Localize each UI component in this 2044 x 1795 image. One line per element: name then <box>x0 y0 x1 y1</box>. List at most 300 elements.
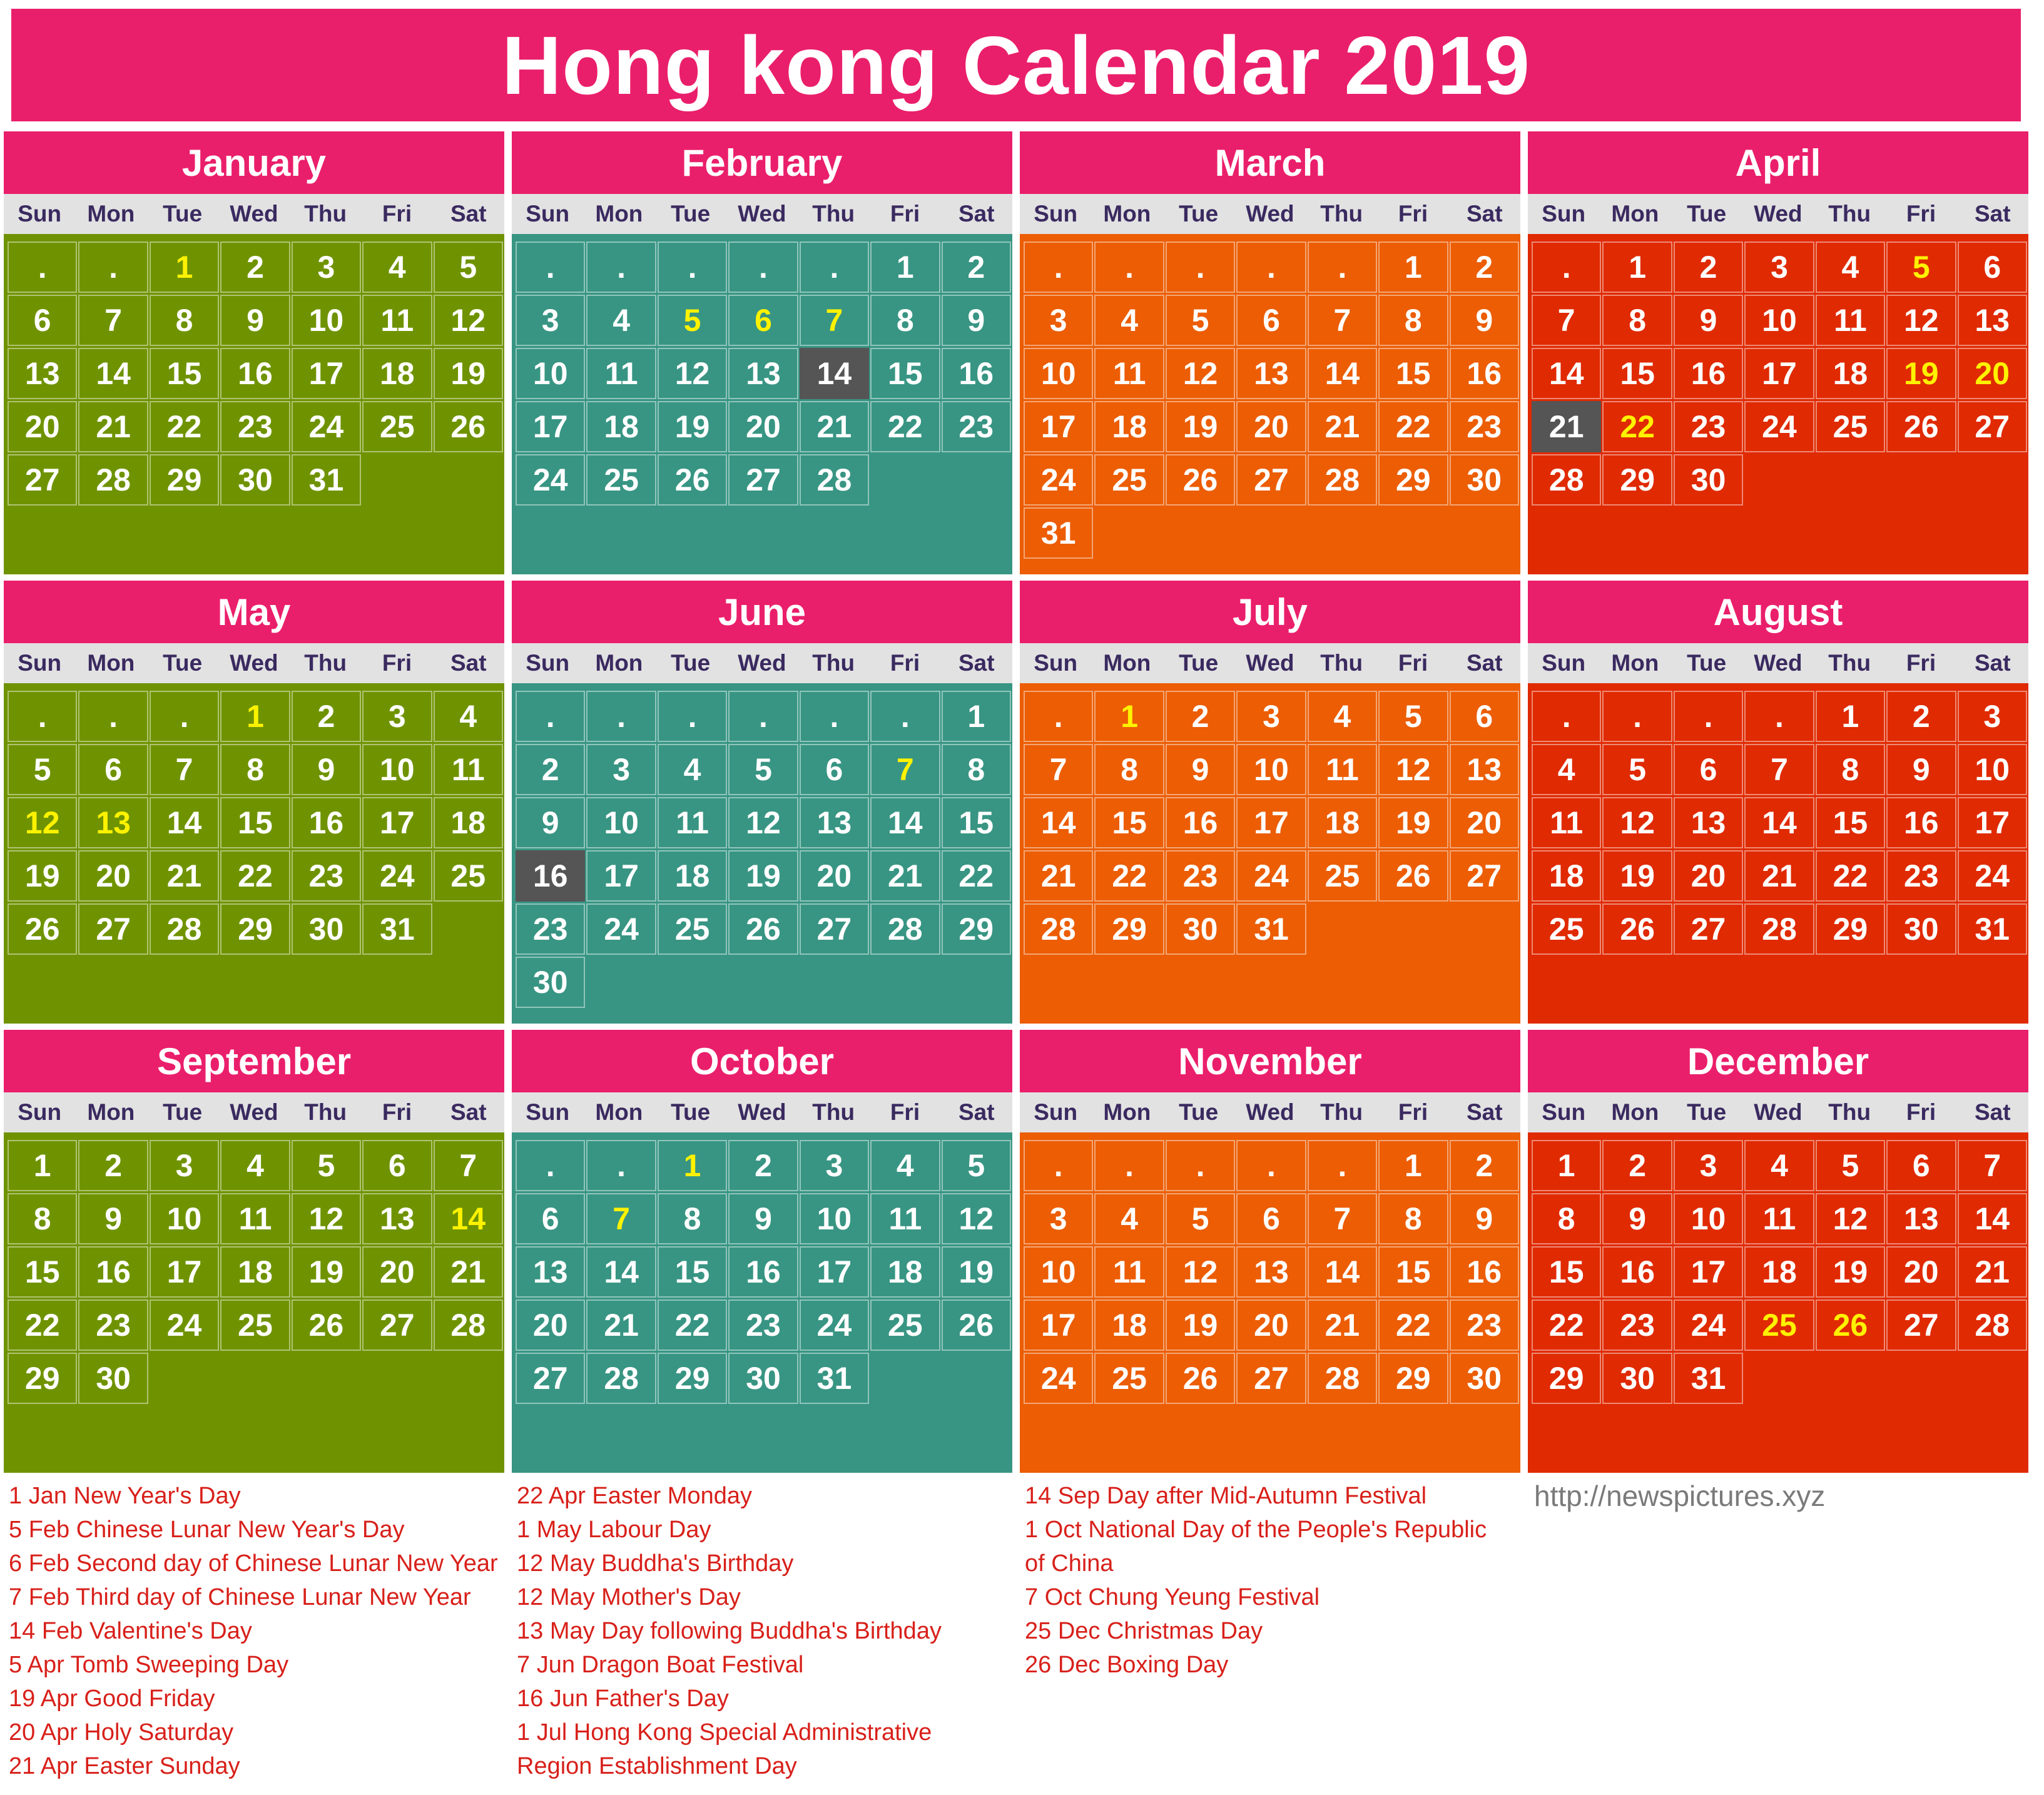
day-cell: 1 <box>1532 1140 1601 1191</box>
day-cell: 24 <box>1674 1299 1743 1351</box>
month-april <box>1528 131 2028 574</box>
day-cell: 26 <box>1816 1299 1885 1351</box>
weekday-label: Wed <box>1754 1099 1802 1125</box>
weekday-label: Sat <box>450 1099 487 1125</box>
day-cell: 12 <box>728 797 798 848</box>
empty-cell <box>434 903 503 955</box>
empty-cell <box>942 454 1011 506</box>
empty-cell <box>1450 903 1519 955</box>
weekday-label: Wed <box>1754 650 1802 676</box>
day-cell: 25 <box>1308 850 1377 902</box>
day-cell: 19 <box>658 401 727 452</box>
day-cell: 20 <box>8 401 77 452</box>
holiday-entry: 21 Apr Easter Sunday <box>9 1753 240 1779</box>
day-grid <box>512 683 1012 1024</box>
holiday-entry: 7 Feb Third day of Chinese Lunar New Year <box>9 1584 471 1610</box>
day-grid <box>512 234 1012 574</box>
weekday-label: Sat <box>1466 201 1503 226</box>
placeholder-day-cell: . <box>658 691 727 742</box>
day-cell: 22 <box>220 850 290 902</box>
day-cell: 23 <box>942 401 1011 452</box>
week-row <box>516 797 1012 850</box>
day-cell: 15 <box>1094 797 1164 848</box>
day-cell: 30 <box>292 903 361 955</box>
holiday-entry: 1 Jul Hong Kong Special Administrative Region Establishment Day <box>517 1719 932 1779</box>
weekday-label: Sat <box>1974 1099 2011 1125</box>
weekday-label: Tue <box>163 650 203 676</box>
empty-cell <box>942 1353 1011 1404</box>
weekday-label: Fri <box>382 650 412 676</box>
weekday-header-row <box>1020 643 1520 683</box>
month-name: July <box>1020 581 1520 643</box>
day-cell: 15 <box>1532 1246 1601 1298</box>
day-cell: 27 <box>362 1299 432 1351</box>
week-row <box>8 1193 504 1246</box>
day-cell: 29 <box>1816 903 1885 955</box>
day-cell: 11 <box>1532 797 1601 848</box>
day-cell: 14 <box>870 797 940 848</box>
day-cell: 20 <box>516 1299 585 1351</box>
week-row <box>516 850 1012 903</box>
day-cell: 3 <box>1024 1193 1093 1244</box>
day-grid <box>1528 683 2028 1024</box>
weekday-label: Fri <box>1398 201 1428 226</box>
day-cell: 16 <box>1602 1246 1672 1298</box>
weekday-label: Fri <box>1906 650 1936 676</box>
day-cell: 6 <box>516 1193 585 1244</box>
empty-cell <box>1816 454 1885 506</box>
day-cell: 2 <box>1674 242 1743 293</box>
day-cell: 12 <box>1886 295 1956 346</box>
day-cell: 8 <box>220 744 290 795</box>
placeholder-day-cell: . <box>586 242 656 293</box>
day-cell: 11 <box>1094 348 1164 399</box>
empty-cell <box>1236 507 1306 559</box>
day-cell: 16 <box>292 797 361 848</box>
week-row <box>1024 1193 1520 1246</box>
month-name: February <box>512 131 1012 194</box>
weekday-label: Sun <box>526 201 570 226</box>
day-cell: 17 <box>1958 797 2027 848</box>
weekday-label: Sat <box>1466 650 1503 676</box>
week-row <box>1024 401 1520 454</box>
day-cell: 26 <box>1886 401 1956 452</box>
placeholder-day-cell: . <box>1674 691 1743 742</box>
day-cell: 26 <box>942 1299 1011 1351</box>
day-cell: 13 <box>516 1246 585 1298</box>
weekday-label: Tue <box>1179 1099 1219 1125</box>
day-cell: 15 <box>150 348 219 399</box>
day-cell: 27 <box>1236 1353 1306 1404</box>
day-cell: 3 <box>362 691 432 742</box>
day-cell: 18 <box>1744 1246 1814 1298</box>
empty-cell <box>1308 507 1377 559</box>
day-cell: 29 <box>1094 903 1164 955</box>
weekday-label: Fri <box>1398 650 1428 676</box>
weekday-label: Sun <box>526 650 570 676</box>
month-may <box>4 581 504 1024</box>
day-cell: 25 <box>658 903 727 955</box>
holiday-entry: 5 Feb Chinese Lunar New Year's Day <box>9 1517 405 1543</box>
holiday-entry: 26 Dec Boxing Day <box>1025 1652 1229 1678</box>
day-cell: 27 <box>1886 1299 1956 1351</box>
weekday-label: Tue <box>163 201 203 226</box>
placeholder-day-cell: . <box>1236 1140 1306 1191</box>
holiday-column <box>9 1479 509 1783</box>
day-cell: 20 <box>800 850 869 902</box>
day-cell: 29 <box>658 1353 727 1404</box>
day-cell: 13 <box>78 797 148 848</box>
day-cell: 19 <box>1166 401 1235 452</box>
day-cell: 17 <box>1236 797 1306 848</box>
weekday-label: Sun <box>1542 650 1586 676</box>
day-cell: 22 <box>1378 401 1448 452</box>
website-url: http://newspictures.xyz <box>1534 1480 1826 1512</box>
day-cell: 2 <box>1886 691 1956 742</box>
day-cell: 9 <box>728 1193 798 1244</box>
day-cell: 21 <box>1958 1246 2027 1298</box>
day-cell: 9 <box>1602 1193 1672 1244</box>
weekday-label: Sun <box>1034 1099 1078 1125</box>
day-cell: 12 <box>1166 348 1235 399</box>
day-cell: 25 <box>1094 454 1164 506</box>
weekday-label: Fri <box>890 201 920 226</box>
empty-cell <box>362 454 432 506</box>
weekday-label: Thu <box>304 1099 347 1125</box>
week-row <box>1532 691 2028 744</box>
day-cell: 3 <box>150 1140 219 1191</box>
week-row <box>8 797 504 850</box>
holiday-entry: 14 Sep Day after Mid-Autumn Festival <box>1025 1483 1427 1509</box>
day-cell: 8 <box>658 1193 727 1244</box>
day-cell: 9 <box>1450 295 1519 346</box>
day-cell: 6 <box>1674 744 1743 795</box>
day-cell: 30 <box>728 1353 798 1404</box>
placeholder-day-cell: . <box>586 691 656 742</box>
day-cell: 14 <box>434 1193 503 1244</box>
weekday-label: Tue <box>1687 1099 1727 1125</box>
day-cell: 3 <box>1744 242 1814 293</box>
day-cell: 16 <box>942 348 1011 399</box>
day-cell: 7 <box>1958 1140 2027 1191</box>
day-cell: 24 <box>1024 454 1093 506</box>
day-cell: 9 <box>220 295 290 346</box>
weekday-label: Mon <box>595 650 643 676</box>
day-cell: 6 <box>1886 1140 1956 1191</box>
week-row <box>1024 797 1520 850</box>
day-cell: 30 <box>220 454 290 506</box>
day-cell: 23 <box>292 850 361 902</box>
empty-cell <box>942 957 1011 1008</box>
day-cell: 11 <box>1308 744 1377 795</box>
day-cell: 15 <box>1378 348 1448 399</box>
day-cell: 22 <box>1378 1299 1448 1351</box>
day-cell: 26 <box>1378 850 1448 902</box>
month-name: December <box>1528 1030 2028 1092</box>
week-row <box>1024 1246 1520 1299</box>
day-cell: 22 <box>1532 1299 1601 1351</box>
day-cell: 19 <box>434 348 503 399</box>
placeholder-day-cell: . <box>78 691 148 742</box>
month-name: November <box>1020 1030 1520 1092</box>
placeholder-day-cell: . <box>870 691 940 742</box>
day-cell: 4 <box>658 744 727 795</box>
day-cell: 19 <box>1378 797 1448 848</box>
day-cell: 28 <box>1744 903 1814 955</box>
week-row <box>1024 744 1520 797</box>
weekday-label: Wed <box>1754 201 1802 226</box>
weekday-label: Fri <box>382 201 412 226</box>
day-cell: 8 <box>1602 295 1672 346</box>
day-cell: 27 <box>8 454 77 506</box>
day-cell: 4 <box>1308 691 1377 742</box>
day-cell: 28 <box>1024 903 1093 955</box>
month-december <box>1528 1030 2028 1473</box>
placeholder-day-cell: . <box>800 691 869 742</box>
day-cell: 18 <box>434 797 503 848</box>
day-cell: 20 <box>728 401 798 452</box>
day-cell: 16 <box>1450 348 1519 399</box>
day-cell: 26 <box>1166 454 1235 506</box>
weekday-label: Tue <box>671 1099 711 1125</box>
day-cell: 2 <box>292 691 361 742</box>
day-cell: 6 <box>8 295 77 346</box>
day-cell: 25 <box>1816 401 1885 452</box>
day-cell: 25 <box>220 1299 290 1351</box>
weekday-label: Wed <box>230 201 278 226</box>
day-cell: 12 <box>434 295 503 346</box>
week-row <box>516 242 1012 295</box>
weekday-label: Sun <box>1034 201 1078 226</box>
week-row <box>1024 1140 1520 1193</box>
day-cell: 9 <box>1674 295 1743 346</box>
day-cell: 8 <box>1378 295 1448 346</box>
day-cell: 19 <box>1886 348 1956 399</box>
day-cell: 4 <box>1744 1140 1814 1191</box>
week-row <box>516 295 1012 348</box>
holiday-column <box>517 1479 1017 1783</box>
weekday-label: Wed <box>230 1099 278 1125</box>
day-cell: 6 <box>362 1140 432 1191</box>
day-cell: 8 <box>942 744 1011 795</box>
weekday-label: Wed <box>1246 201 1294 226</box>
day-cell: 30 <box>78 1353 148 1404</box>
month-name: May <box>4 581 504 643</box>
day-cell: 21 <box>78 401 148 452</box>
day-cell: 10 <box>1024 1246 1093 1298</box>
weekday-label: Wed <box>738 201 786 226</box>
day-cell: 8 <box>1816 744 1885 795</box>
day-grid <box>4 1132 504 1473</box>
day-cell: 7 <box>150 744 219 795</box>
day-cell: 17 <box>1744 348 1814 399</box>
week-row <box>1532 903 2028 957</box>
day-cell: 9 <box>942 295 1011 346</box>
day-cell: 14 <box>586 1246 656 1298</box>
day-cell: 25 <box>434 850 503 902</box>
week-row <box>1024 850 1520 903</box>
weekday-label: Thu <box>812 650 855 676</box>
day-cell: 27 <box>516 1353 585 1404</box>
day-cell: 16 <box>78 1246 148 1298</box>
day-cell: 9 <box>1450 1193 1519 1244</box>
weekday-label: Mon <box>595 201 643 226</box>
week-row <box>1024 507 1520 561</box>
day-cell: 27 <box>1450 850 1519 902</box>
weekday-label: Mon <box>87 201 135 226</box>
day-cell: 19 <box>1816 1246 1885 1298</box>
month-january <box>4 131 504 574</box>
empty-cell <box>1886 1353 1956 1404</box>
day-cell: 17 <box>1024 1299 1093 1351</box>
week-row <box>1532 850 2028 903</box>
day-cell: 1 <box>1094 691 1164 742</box>
weekday-label: Thu <box>304 650 347 676</box>
day-cell: 26 <box>728 903 798 955</box>
day-cell: 18 <box>1532 850 1601 902</box>
day-cell: 1 <box>150 242 219 293</box>
day-cell: 18 <box>1094 401 1164 452</box>
day-cell: 6 <box>78 744 148 795</box>
day-cell: 15 <box>220 797 290 848</box>
weekday-label: Tue <box>1687 650 1727 676</box>
day-cell: 18 <box>586 401 656 452</box>
placeholder-day-cell: . <box>1308 1140 1377 1191</box>
weekday-label: Mon <box>1103 650 1151 676</box>
day-cell: 13 <box>1886 1193 1956 1244</box>
empty-cell <box>1378 507 1448 559</box>
day-cell: 13 <box>1450 744 1519 795</box>
weekday-label: Tue <box>1179 201 1219 226</box>
day-cell: 2 <box>1602 1140 1672 1191</box>
day-cell: 18 <box>362 348 432 399</box>
empty-cell <box>1378 903 1448 955</box>
placeholder-day-cell: . <box>516 242 585 293</box>
placeholder-day-cell: . <box>516 691 585 742</box>
week-row <box>8 401 504 454</box>
day-cell: 22 <box>8 1299 77 1351</box>
day-cell: 21 <box>800 401 869 452</box>
day-cell: 24 <box>800 1299 869 1351</box>
day-cell: 7 <box>1532 295 1601 346</box>
day-cell: 14 <box>1308 1246 1377 1298</box>
day-cell: 6 <box>800 744 869 795</box>
weekday-header-row <box>512 194 1012 234</box>
day-cell: 15 <box>1816 797 1885 848</box>
day-cell: 5 <box>942 1140 1011 1191</box>
holiday-entry: 20 Apr Holy Saturday <box>9 1719 234 1746</box>
weekday-label: Mon <box>87 650 135 676</box>
day-cell: 6 <box>1450 691 1519 742</box>
day-cell: 7 <box>1308 1193 1377 1244</box>
day-cell: 2 <box>1450 242 1519 293</box>
day-cell: 21 <box>1532 401 1601 452</box>
day-cell: 26 <box>434 401 503 452</box>
month-august <box>1528 581 2028 1024</box>
day-cell: 7 <box>434 1140 503 1191</box>
holiday-entry: 12 May Buddha's Birthday <box>517 1550 794 1577</box>
day-cell: 23 <box>220 401 290 452</box>
day-cell: 7 <box>1744 744 1814 795</box>
day-cell: 10 <box>1674 1193 1743 1244</box>
placeholder-day-cell: . <box>658 242 727 293</box>
day-cell: 10 <box>292 295 361 346</box>
week-row <box>1024 242 1520 295</box>
day-cell: 13 <box>1958 295 2027 346</box>
day-cell: 12 <box>1602 797 1672 848</box>
day-cell: 5 <box>1816 1140 1885 1191</box>
month-name: January <box>4 131 504 194</box>
day-cell: 17 <box>362 797 432 848</box>
empty-cell <box>434 1353 503 1404</box>
day-cell: 1 <box>942 691 1011 742</box>
day-cell: 5 <box>1378 691 1448 742</box>
weekday-label: Sat <box>1974 201 2011 226</box>
day-cell: 23 <box>1450 401 1519 452</box>
day-cell: 4 <box>362 242 432 293</box>
day-cell: 21 <box>150 850 219 902</box>
weekday-header-row <box>4 194 504 234</box>
month-november <box>1020 1030 1520 1473</box>
placeholder-day-cell: . <box>800 242 869 293</box>
placeholder-day-cell: . <box>1602 691 1672 742</box>
holiday-column <box>1025 1479 1525 1682</box>
day-cell: 7 <box>1024 744 1093 795</box>
day-cell: 6 <box>728 295 798 346</box>
day-cell: 31 <box>1958 903 2027 955</box>
day-cell: 21 <box>1308 401 1377 452</box>
week-row <box>8 1299 504 1353</box>
placeholder-day-cell: . <box>1094 1140 1164 1191</box>
day-cell: 25 <box>1094 1353 1164 1404</box>
day-cell: 28 <box>434 1299 503 1351</box>
month-name: April <box>1528 131 2028 194</box>
week-row <box>1532 242 2028 295</box>
weekday-label: Sun <box>18 201 62 226</box>
empty-cell <box>728 957 798 1008</box>
weekday-label: Tue <box>671 650 711 676</box>
day-cell: 18 <box>220 1246 290 1298</box>
day-cell: 20 <box>1958 348 2027 399</box>
day-cell: 2 <box>728 1140 798 1191</box>
day-cell: 1 <box>8 1140 77 1191</box>
day-cell: 15 <box>658 1246 727 1298</box>
week-row <box>8 295 504 348</box>
weekday-label: Wed <box>1246 1099 1294 1125</box>
day-cell: 30 <box>1886 903 1956 955</box>
day-cell: 19 <box>292 1246 361 1298</box>
weekday-label: Wed <box>738 650 786 676</box>
week-row <box>8 1353 504 1406</box>
placeholder-day-cell: . <box>1744 691 1814 742</box>
placeholder-day-cell: . <box>1236 242 1306 293</box>
week-row <box>8 691 504 744</box>
day-cell: 1 <box>220 691 290 742</box>
empty-cell <box>800 957 869 1008</box>
day-cell: 24 <box>150 1299 219 1351</box>
day-cell: 7 <box>78 295 148 346</box>
day-cell: 27 <box>1958 401 2027 452</box>
week-row <box>1532 454 2028 507</box>
month-name: September <box>4 1030 504 1092</box>
holiday-entry: 7 Oct Chung Yeung Festival <box>1025 1584 1320 1610</box>
day-cell: 26 <box>1166 1353 1235 1404</box>
weekday-header-row <box>1528 194 2028 234</box>
day-cell: 20 <box>1886 1246 1956 1298</box>
empty-cell <box>870 454 940 506</box>
day-cell: 20 <box>1674 850 1743 902</box>
day-cell: 4 <box>1094 295 1164 346</box>
